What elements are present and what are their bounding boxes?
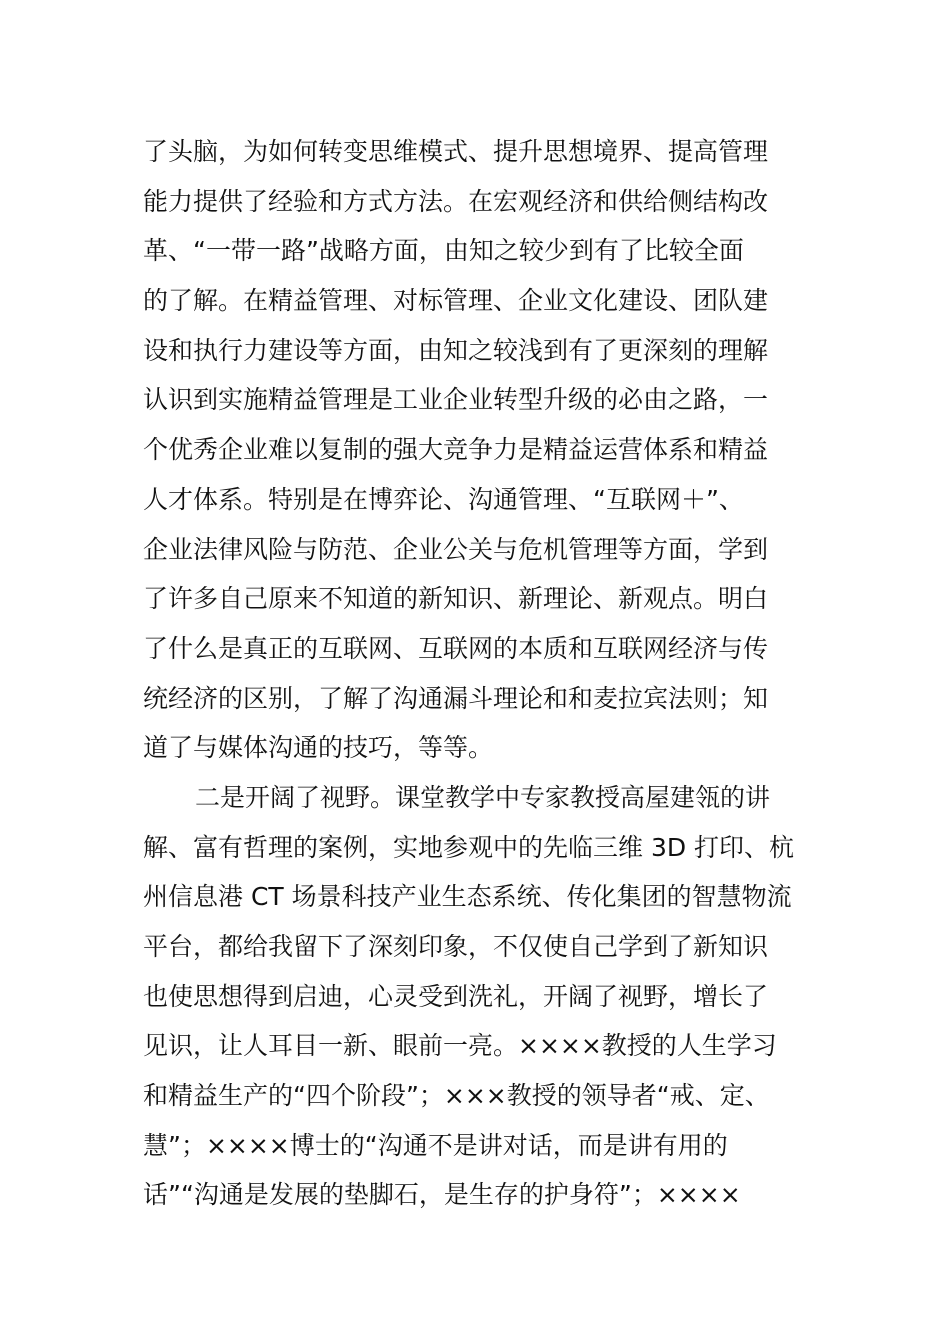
text-line-7: 个优秀企业难以复制的强大竞争力是精益运营体系和精益 — [143, 435, 769, 465]
text-line-3: 革、“一带一路”战略方面，由知之较少到有了比较全面 — [143, 236, 744, 266]
text-line-5: 设和执行力建设等方面，由知之较浅到有了更深刻的理解 — [143, 335, 769, 365]
text-line-13: 道了与媒体沟通的技巧，等等。 — [143, 733, 494, 763]
text-line-1: 了头脑，为如何转变思维模式、提升思想境界、提高管理 — [143, 137, 769, 166]
text-line-9: 企业法律风险与防范、企业公关与危机管理等方面，学到 — [143, 534, 769, 564]
text-line-11: 了什么是真正的互联网、互联网的本质和互联网经济与传 — [143, 633, 769, 663]
text-line-18: 也使思想得到启迪，心灵受到洗礼，开阔了视野，增长了 — [143, 981, 769, 1011]
text-line-21: 慧”；××××博士的“沟通不是讲对话，而是讲有用的 — [143, 1130, 728, 1160]
text-line-16: 州信息港 CT 场景科技产业生态系统、传化集团的智慧物流 — [143, 882, 792, 912]
text-line-20: 和精益生产的“四个阶段”；×××教授的领导者“戒、定、 — [143, 1081, 770, 1111]
text-line-12: 统经济的区别，了解了沟通漏斗理论和和麦拉宾法则；知 — [143, 683, 769, 713]
text-line-2: 能力提供了经验和方式方法。在宏观经济和供给侧结构改 — [143, 186, 769, 216]
text-line-8: 人才体系。特别是在博弈论、沟通管理、“互联网＋”、 — [143, 484, 744, 514]
body-text — [143, 127, 823, 1220]
text-line-6: 认识到实施精益管理是工业企业转型升级的必由之路，一 — [143, 385, 769, 415]
paragraph-start-line: 二是开阔了视野。课堂教学中专家教授高屋建瓴的讲 — [195, 782, 771, 812]
text-line-4: 的了解。在精益管理、对标管理、企业文化建设、团队建 — [143, 286, 769, 316]
text-line-15: 解、富有哲理的案例，实地参观中的先临三维 3D 打印、杭 — [143, 832, 795, 862]
text-line-17: 平台，都给我留下了深刻印象，不仅使自己学到了新知识 — [143, 932, 769, 961]
text-line-10: 了许多自己原来不知道的新知识、新理论、新观点。明白 — [143, 584, 769, 614]
text-line-22: 话”“沟通是发展的垫脚石，是生存的护身符”；×××× — [143, 1180, 741, 1210]
text-line-19: 见识，让人耳目一新、眼前一亮。××××教授的人生学习 — [143, 1031, 777, 1061]
